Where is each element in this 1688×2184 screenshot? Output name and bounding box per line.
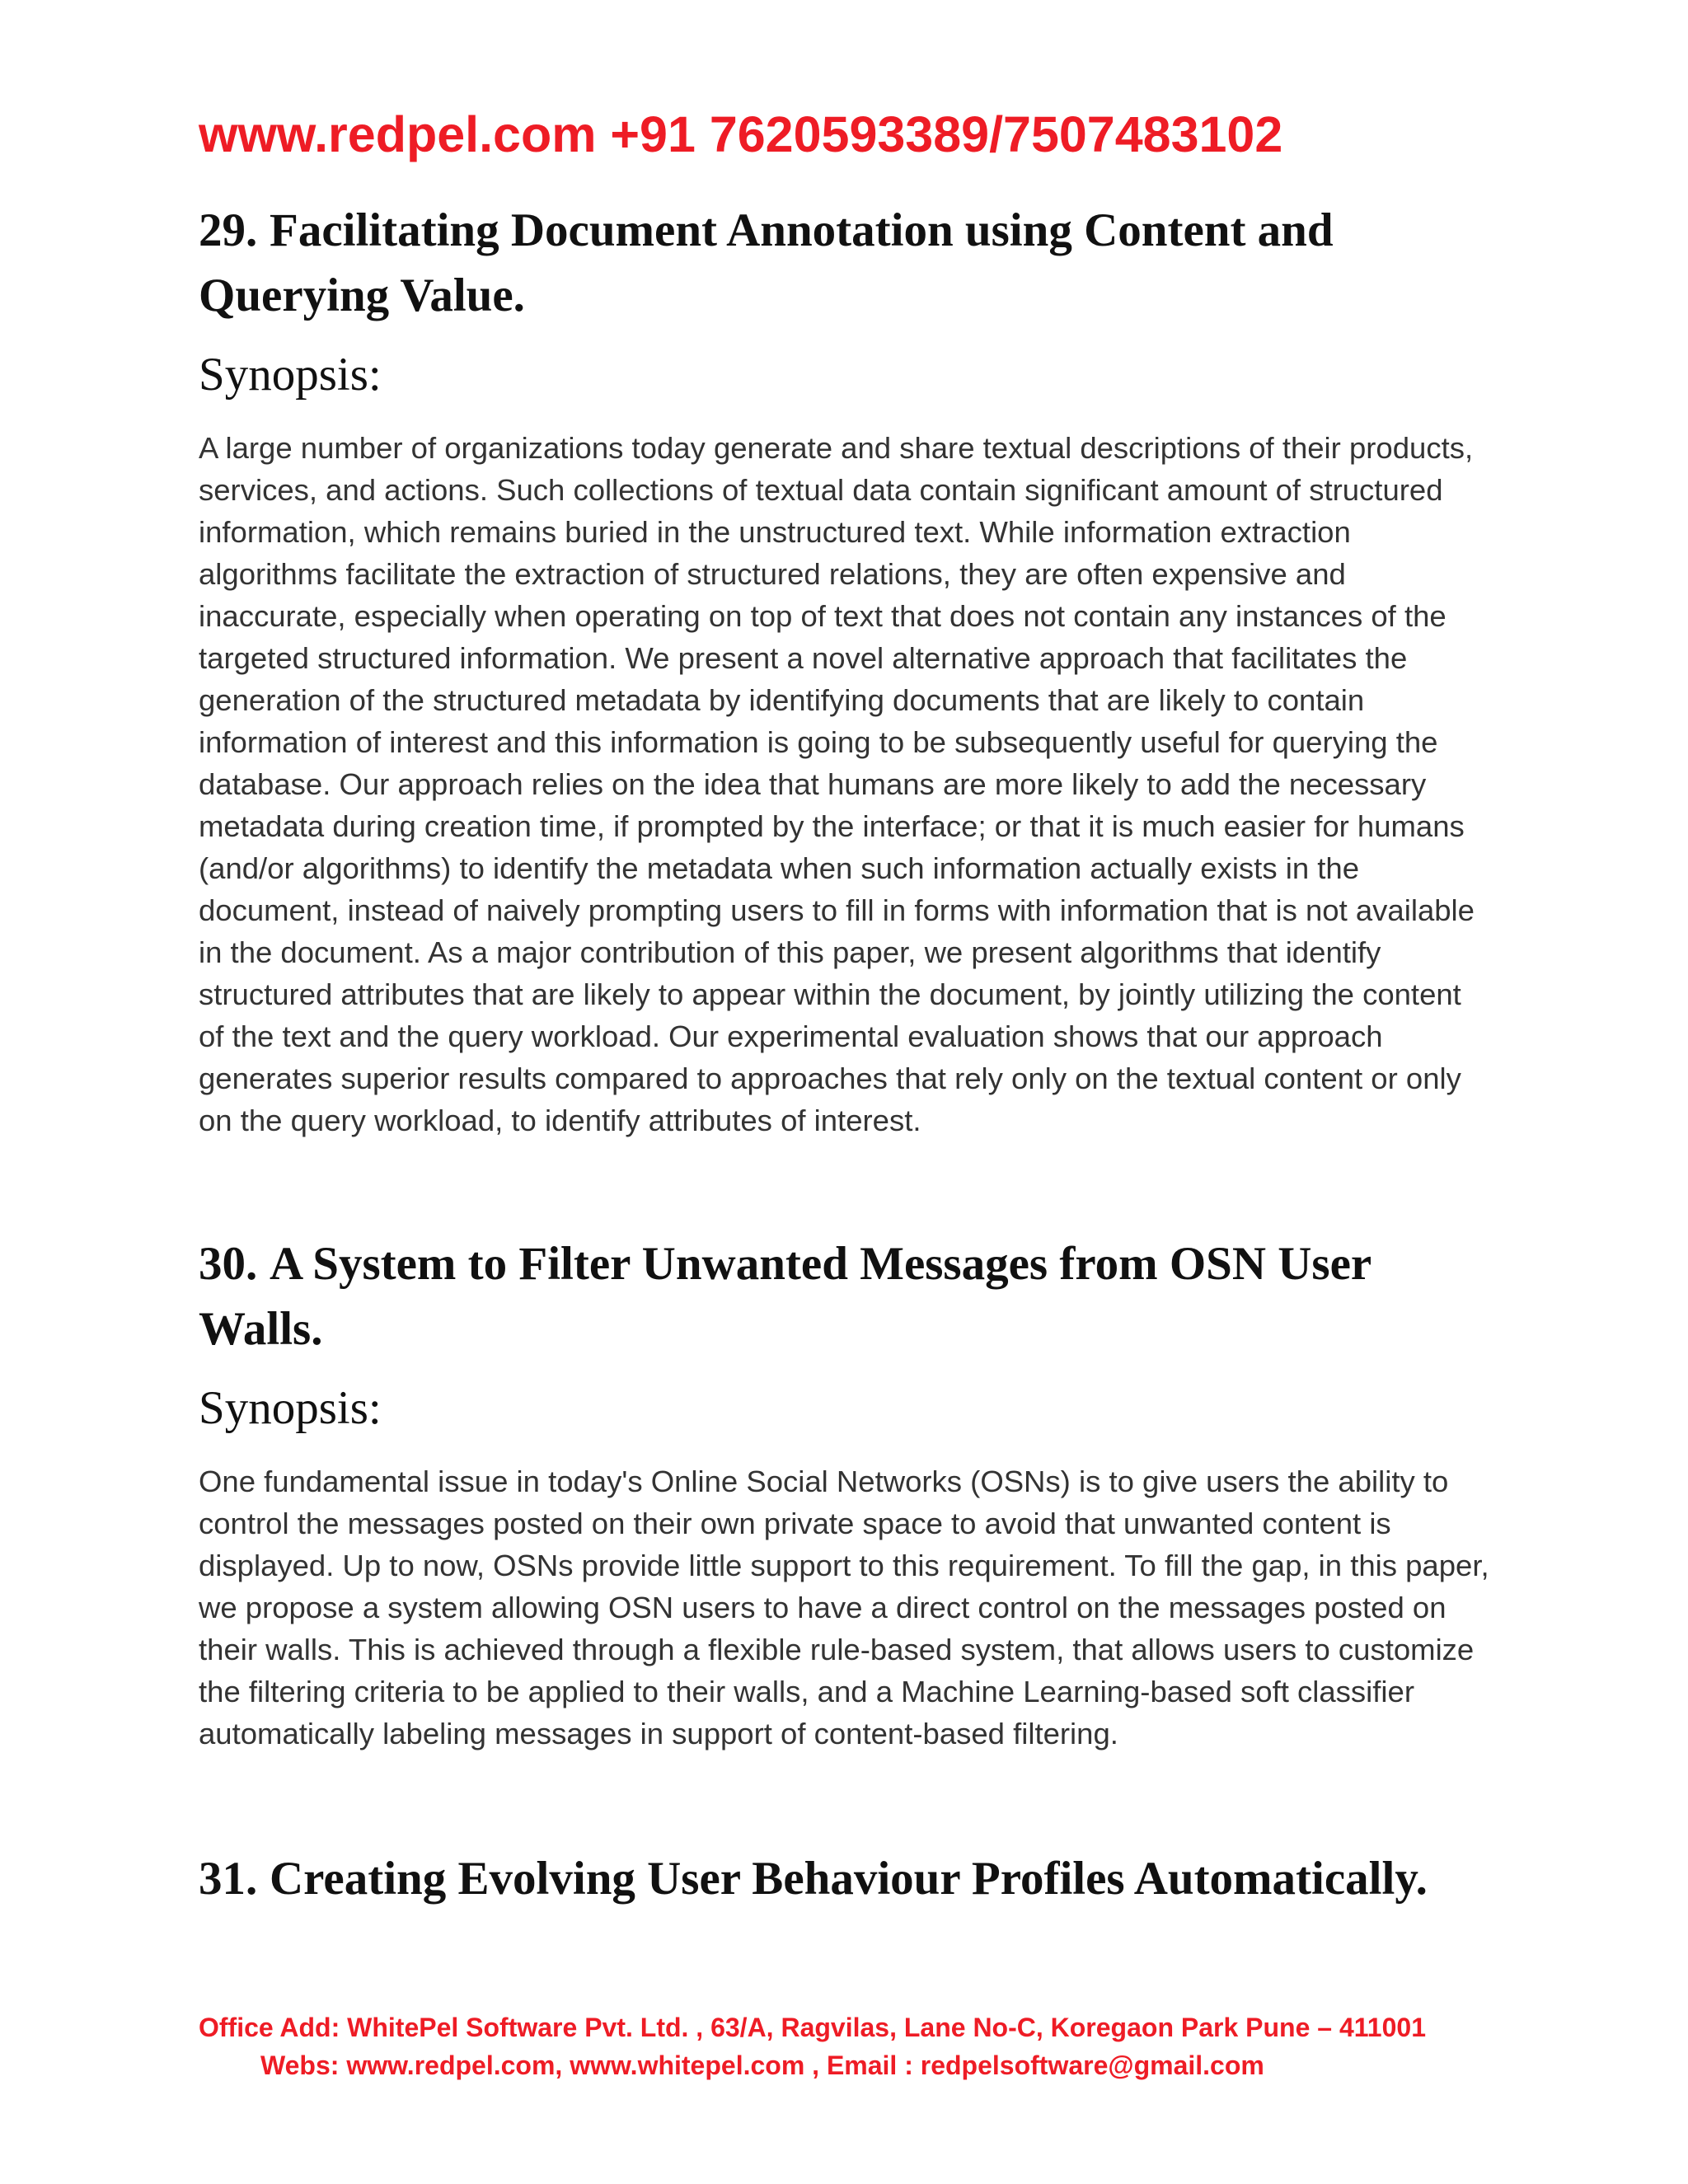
synopsis-body: One fundamental issue in today's Online Social Networks (OSNs) is to give users the ability to control the messages posted on their own private space to avoid that unwanted content is displayed. Up to now, OSNs provide little support to this requirement. To fill the gap, in this paper, we propose a system allowing OSN users to have a direct control on the messages posted on their walls. This is achieved through a flexible rule-based system, that allows users to customize the filtering criteria to be applied to their walls, and a Machine Learning-based soft classifier automatically labeling messages in support of content-based filtering. <box>199 1465 1489 1750</box>
section-number: 29. <box>199 204 258 256</box>
section-30 <box>199 1231 1493 1755</box>
synopsis-body: A large number of organizations today generate and share textual descriptions of their products, services, and actions. Such collections of textual data contain significant amount of structured information, which remains buried in the unstructured text. While information extraction algorithms facilitate the extraction of structured relations, they are often expensive and inaccurate, especially when operating on top of text that does not contain any instances of the targeted structured information. We present a novel alternative approach that facilitates the generation of the structured metadata by identifying documents that are likely to contain information of interest and this information is going to be subsequently useful for querying the database. Our approach relies on the idea that humans are more likely to add the necessary metadata during creation time, if prompted by the interface; or that it is much easier for humans (and/or algorithms) to identify the metadata when such information actually exists in the document, instead of naively prompting users to fill in forms with information that is not available in the document. As a major contribution of this paper, we present algorithms that identify structured attributes that are likely to appear within the document, by jointly utilizing the content of the text and the query workload. Our experimental evaluation shows that our approach generates superior results compared to approaches that rely only on the textual content or only on the query workload, to identify attributes of interest. <box>199 431 1475 1137</box>
synopsis-label: Synopsis: <box>199 349 382 401</box>
section-31 <box>199 1846 1493 1911</box>
contact-header: www.redpel.com +91 7620593389/7507483102 <box>199 106 1283 162</box>
synopsis-label: Synopsis: <box>199 1382 382 1434</box>
section-number: 30. <box>199 1238 258 1290</box>
section-number: 31. <box>199 1853 258 1905</box>
section-heading <box>199 1846 1493 1911</box>
section-title: Facilitating Document Annotation using Content and Querying Value. <box>199 204 1334 321</box>
section-heading <box>199 1231 1493 1361</box>
section-29 <box>199 198 1493 1141</box>
section-title: Creating Evolving User Behaviour Profiles Automatically. <box>270 1853 1428 1905</box>
footer-address: Office Add: WhitePel Software Pvt. Ltd. , 63/A, Ragvilas, Lane No-C, Koregaon Park Pune – 411001 <box>199 2013 1426 2042</box>
footer-contact: Webs: www.redpel.com, www.whitepel.com , Email : redpelsoftware@gmail.com <box>260 2050 1264 2080</box>
section-title: A System to Filter Unwanted Messages from OSN User Walls. <box>199 1238 1372 1355</box>
section-heading <box>199 198 1493 328</box>
